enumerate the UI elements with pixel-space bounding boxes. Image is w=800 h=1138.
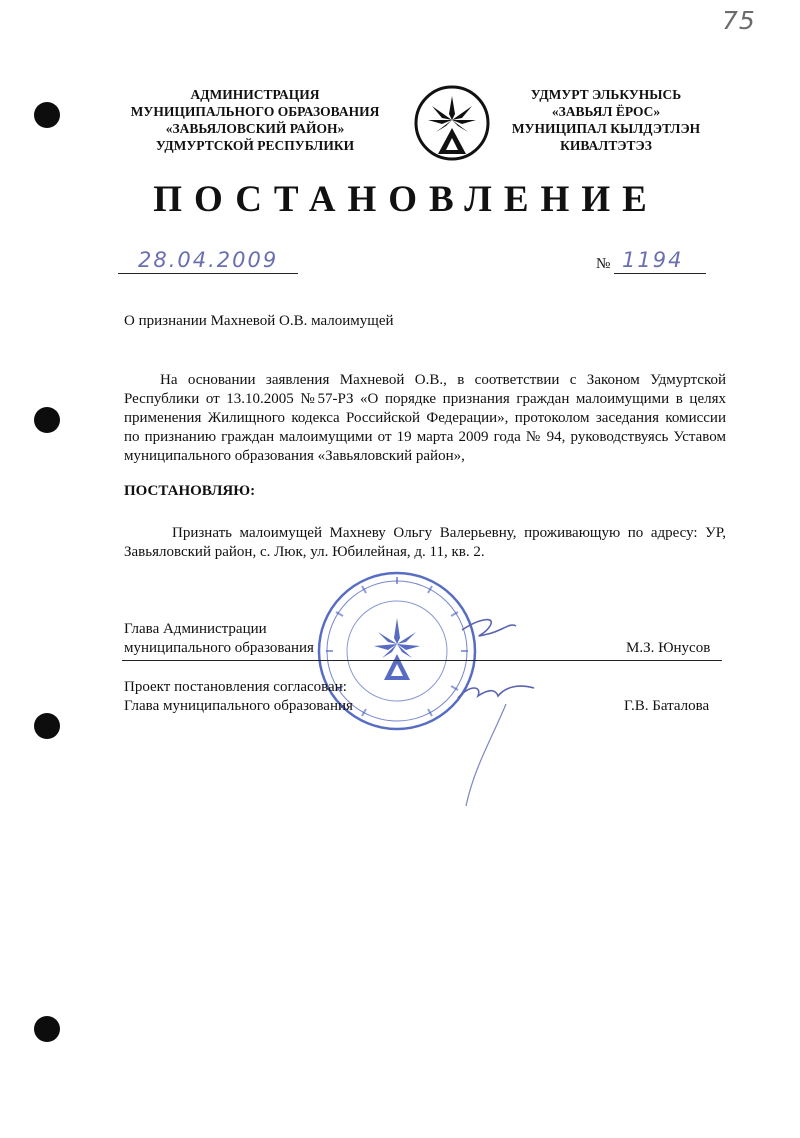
signatory-name: М.З. Юнусов	[626, 640, 711, 656]
agreement-name: Г.В. Баталова	[624, 698, 710, 714]
number-line	[614, 248, 706, 274]
punch-hole	[34, 1016, 60, 1042]
signatory-title-line: Глава Администрации	[124, 621, 267, 637]
header-left-line: МУНИЦИПАЛЬНОГО ОБРАЗОВАНИЯ	[130, 104, 380, 119]
header-right-line: КИВАЛТЭТЭЗ	[560, 138, 652, 153]
header-left-line: АДМИНИСТРАЦИЯ	[190, 87, 320, 102]
header-right-line: «ЗАВЬЯЛ ЁРОС»	[551, 104, 661, 119]
date-handwritten: 28.04.2009	[138, 248, 279, 272]
number-label: №	[596, 256, 611, 272]
agreement-line: Глава муниципального образования	[124, 698, 353, 714]
date-line	[118, 248, 298, 274]
header-left-line: «ЗАВЬЯЛОВСКИЙ РАЙОН»	[165, 121, 345, 136]
body-paragraph: На основании заявления Махневой О.В., в соответствии с Законом Удмуртской Республики от 13.10.2005 №57-РЗ «О порядке признания граждан малоимущими в целях применения Жилищного кодекса Российской Федерации», протоколом заседания комиссии по признанию граждан малоимущими от 19 марта 2009 года № 94, руководствуясь Уставом муниципального образования «Завьяловский район»,	[124, 372, 726, 464]
number-handwritten: 1194	[622, 248, 684, 272]
decree-word: ПОСТАНОВЛЯЮ:	[124, 483, 256, 499]
punch-hole	[34, 713, 60, 739]
document-title: ПОСТАНОВЛЕНИЕ	[153, 179, 659, 220]
punch-hole	[34, 102, 60, 128]
handwritten-signature	[440, 608, 560, 818]
document-subject: О признании Махневой О.В. малоимущей	[124, 313, 394, 329]
punch-hole	[34, 407, 60, 433]
header-right-line: МУНИЦИПАЛ КЫЛДЭТЛЭН	[511, 121, 701, 136]
header-left-line: УДМУРТСКОЙ РЕСПУБЛИКИ	[155, 138, 355, 153]
header-right-line: УДМУРТ ЭЛЬКУНЫСЬ	[530, 87, 682, 102]
signatory-title-line: муниципального образования	[124, 640, 314, 656]
separator-line	[122, 660, 722, 661]
sheet-number-handwritten: 75	[722, 6, 756, 35]
decree-paragraph: Признать малоимущей Махневу Ольгу Валерьевну, проживающую по адресу: УР, Завьяловский район, с. Люк, ул. Юбилейная, д. 11, кв. 2.	[124, 525, 726, 560]
header-right-block	[506, 86, 706, 154]
header-left-block	[110, 86, 400, 154]
coat-of-arms-emblem	[412, 84, 492, 162]
agreement-line: Проект постановления согласован:	[124, 679, 347, 695]
